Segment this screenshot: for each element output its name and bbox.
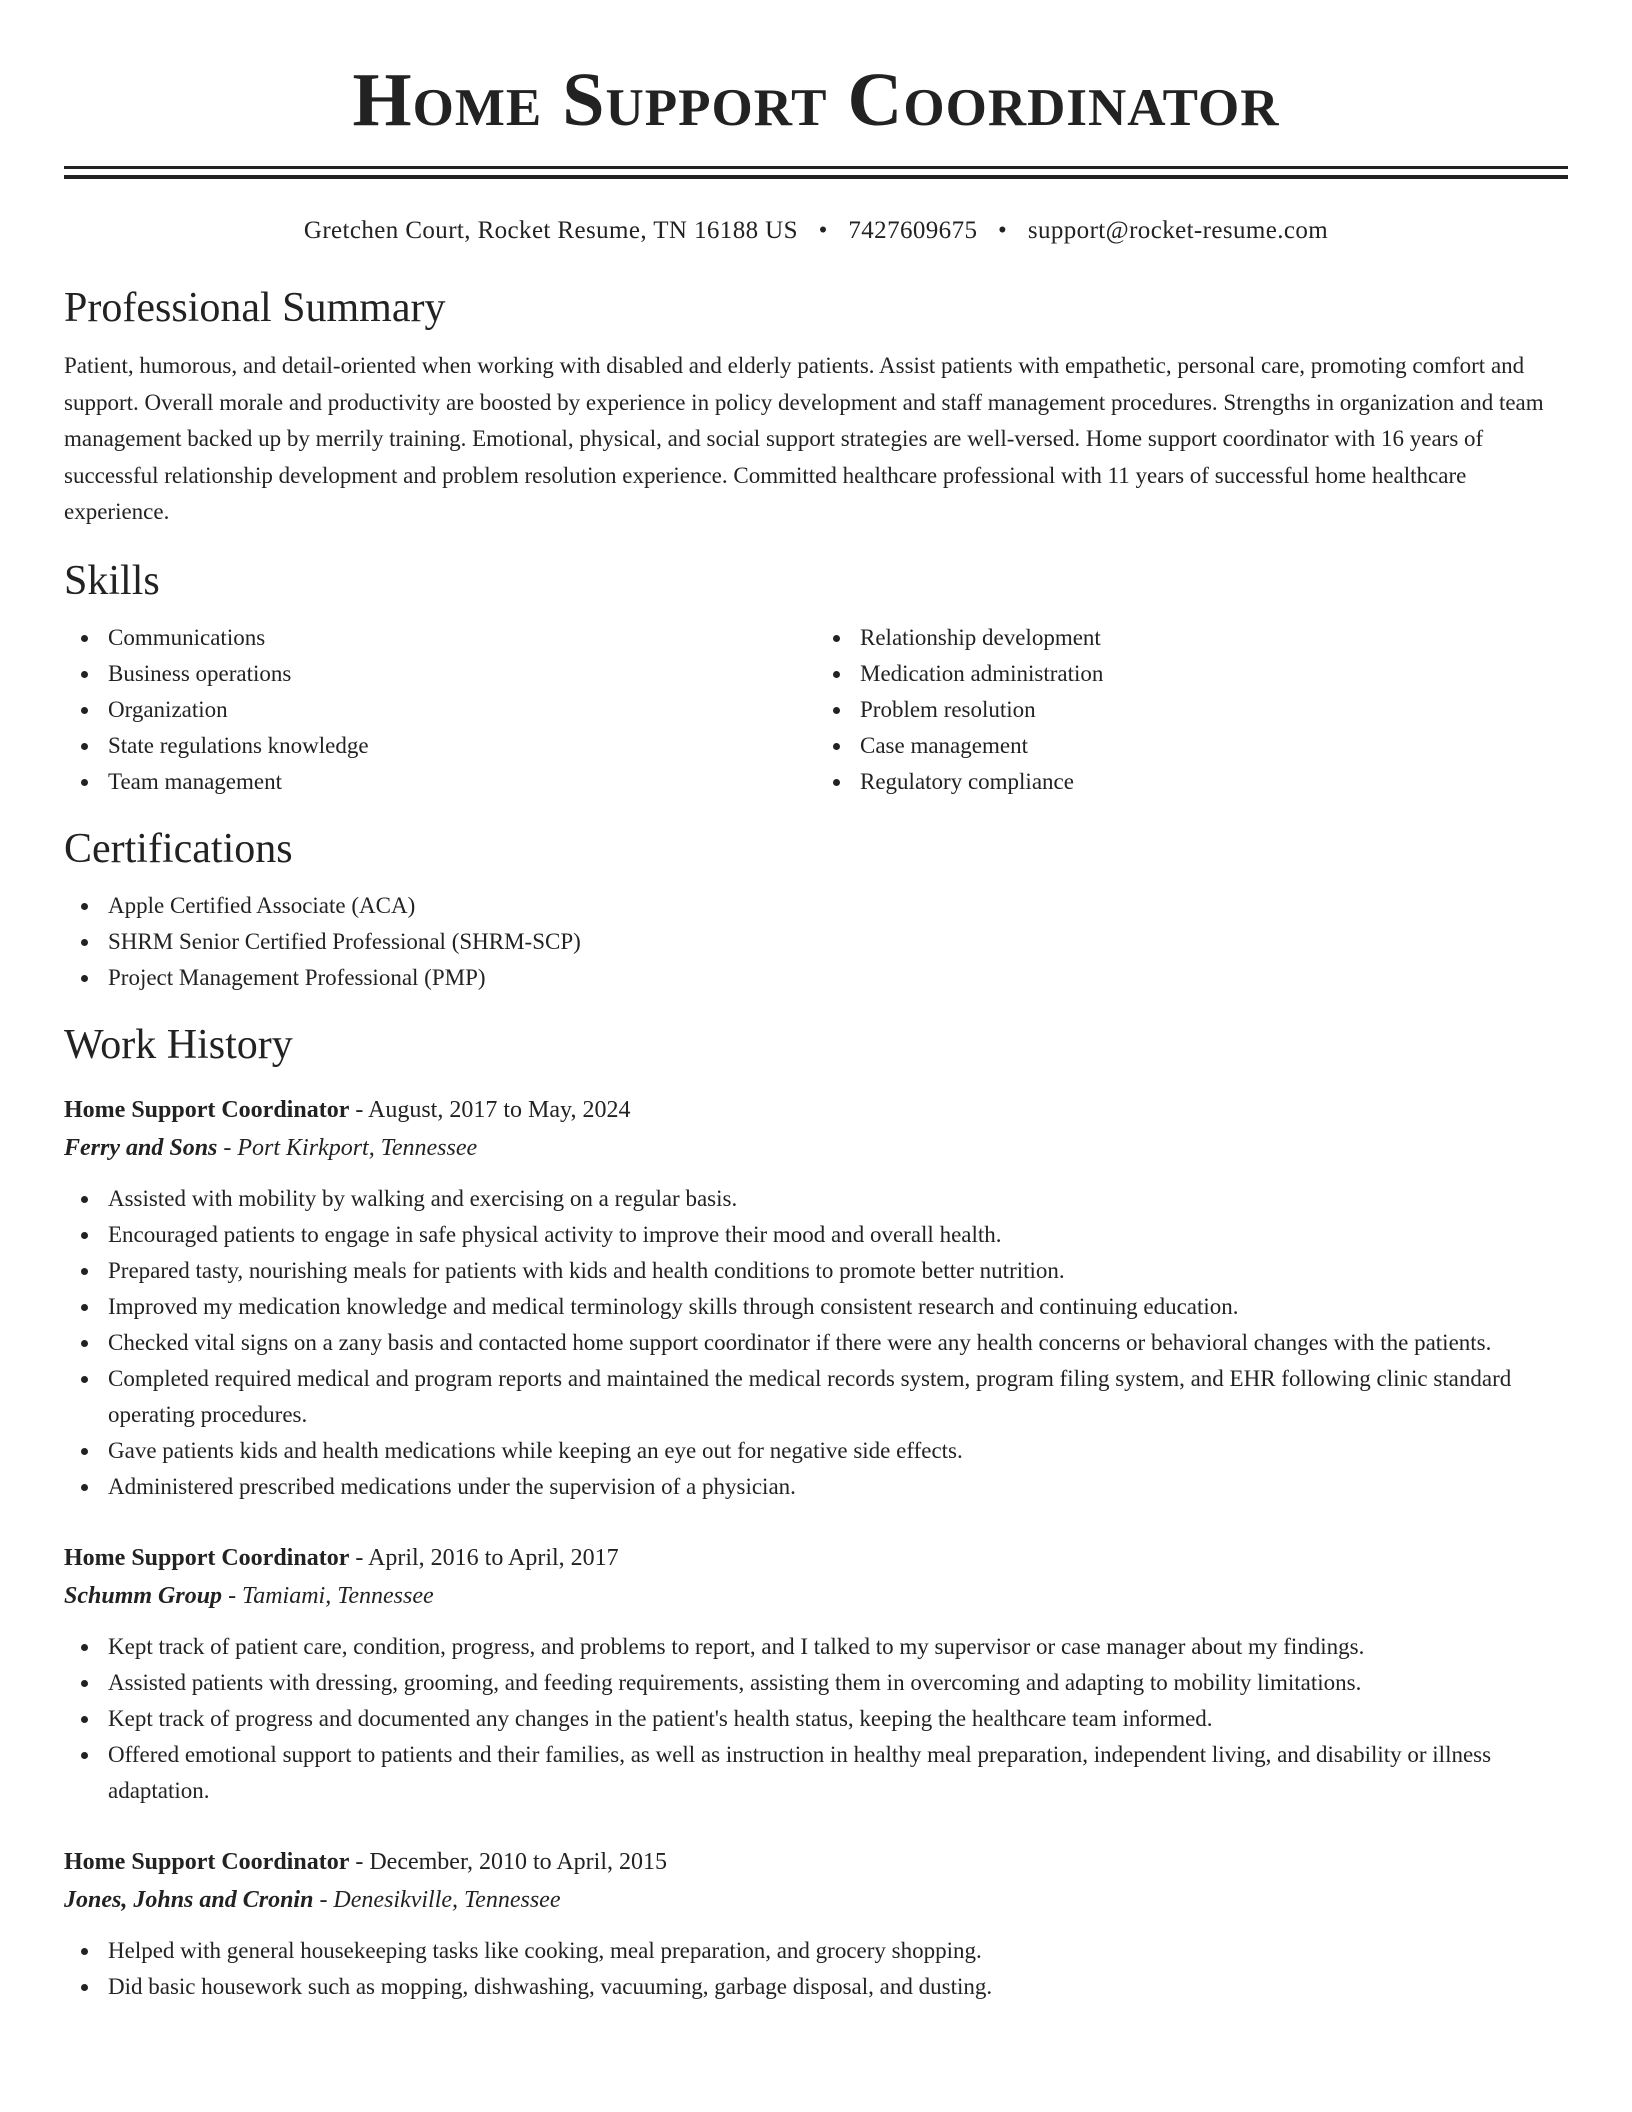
certification-item: Apple Certified Associate (ACA) <box>64 888 1568 924</box>
skill-item: Problem resolution <box>816 692 1568 728</box>
job-duty: Helped with general housekeeping tasks like cooking, meal preparation, and grocery shopping. <box>64 1933 1568 1969</box>
skill-item: Relationship development <box>816 620 1568 656</box>
contact-phone: 7427609675 <box>848 217 978 244</box>
job-company: Jones, Johns and Cronin <box>64 1886 314 1913</box>
job-duty: Encouraged patients to engage in safe physical activity to improve their mood and overall health. <box>64 1217 1568 1253</box>
job-employer <box>64 1129 1568 1167</box>
job-header <box>64 1091 1568 1129</box>
job-duty: Offered emotional support to patients and their families, as well as instruction in healthy meal preparation, independent living, and disability or illness adaptation. <box>64 1737 1568 1809</box>
job-duty: Kept track of patient care, condition, progress, and problems to report, and I talked to my supervisor or case manager about my findings. <box>64 1629 1568 1665</box>
job-location: - Tamiami, Tennessee <box>222 1582 434 1609</box>
summary-text: Patient, humorous, and detail-oriented when working with disabled and elderly patients. Assist patients with empathetic, personal care, promoting comfort and support. Overall morale and productivity are boosted by experience in policy development and staff management procedures. Strengths in organization and team management backed up by merrily training. Emotional, physical, and social support strategies are well-versed. Home support coordinator with 16 years of successful relationship development and problem resolution experience. Committed healthcare professional with 11 years of successful home healthcare experience. <box>64 353 1544 524</box>
skill-item: Regulatory compliance <box>816 764 1568 800</box>
job-duty: Did basic housework such as mopping, dishwashing, vacuuming, garbage disposal, and dusting. <box>64 1969 1568 2005</box>
job-role: Home Support Coordinator <box>64 1096 350 1123</box>
contact-email: support@rocket-resume.com <box>1027 217 1329 244</box>
summary-heading: Professional Summary <box>64 285 446 331</box>
job-duty: Assisted with mobility by walking and exercising on a regular basis. <box>64 1181 1568 1217</box>
job-duty: Checked vital signs on a zany basis and contacted home support coordinator if there were any health concerns or behavioral changes with the patients. <box>64 1325 1568 1361</box>
skill-item: Business operations <box>64 656 816 692</box>
resume-title: Home Support Coordinator <box>352 58 1280 142</box>
job-duty: Prepared tasty, nourishing meals for patients with kids and health conditions to promote better nutrition. <box>64 1253 1568 1289</box>
certification-item: SHRM Senior Certified Professional (SHRM-SCP) <box>64 924 1568 960</box>
contact-separator: • <box>818 217 828 244</box>
job-entry <box>64 1091 1568 1505</box>
skill-item: Organization <box>64 692 816 728</box>
skills-list <box>64 620 1568 800</box>
skills-heading: Skills <box>64 557 160 604</box>
job-header <box>64 1539 1568 1577</box>
job-entry <box>64 1843 1568 2005</box>
job-duties <box>64 1181 1568 1505</box>
job-location: - Denesikville, Tennessee <box>313 1886 561 1913</box>
skill-item: Case management <box>816 728 1568 764</box>
job-header <box>64 1843 1568 1881</box>
job-dates: - December, 2010 to April, 2015 <box>349 1848 667 1875</box>
job-duty: Assisted patients with dressing, grooming, and feeding requirements, assisting them in overcoming and adapting to mobility limitations. <box>64 1665 1568 1701</box>
title-rule-bottom <box>64 175 1568 179</box>
job-duty: Kept track of progress and documented any changes in the patient's health status, keeping the healthcare team informed. <box>64 1701 1568 1737</box>
skill-item: Team management <box>64 764 816 800</box>
job-entry <box>64 1539 1568 1809</box>
job-dates: - August, 2017 to May, 2024 <box>349 1096 631 1123</box>
job-duties <box>64 1933 1568 2005</box>
job-employer <box>64 1577 1568 1615</box>
job-duty: Completed required medical and program reports and maintained the medical records system, program filing system, and EHR following clinic standard operating procedures. <box>64 1361 1568 1433</box>
job-duties <box>64 1629 1568 1809</box>
skills-column-left <box>64 620 816 800</box>
job-location: - Port Kirkport, Tennessee <box>217 1134 478 1161</box>
skill-item: Medication administration <box>816 656 1568 692</box>
job-duty: Improved my medication knowledge and medical terminology skills through consistent research and continuing education. <box>64 1289 1568 1325</box>
job-dates: - April, 2016 to April, 2017 <box>349 1544 619 1571</box>
job-company: Ferry and Sons <box>64 1134 218 1161</box>
job-employer <box>64 1881 1568 1919</box>
job-role: Home Support Coordinator <box>64 1848 350 1875</box>
contact-line <box>64 215 1568 247</box>
contact-address: Gretchen Court, Rocket Resume, TN 16188 US <box>303 217 798 244</box>
job-duty: Gave patients kids and health medications while keeping an eye out for negative side effects. <box>64 1433 1568 1469</box>
certification-item: Project Management Professional (PMP) <box>64 960 1568 996</box>
contact-separator: • <box>998 217 1008 244</box>
certifications-heading: Certifications <box>64 825 293 872</box>
certifications-list <box>64 888 1568 996</box>
job-duty: Administered prescribed medications under the supervision of a physician. <box>64 1469 1568 1505</box>
job-company: Schumm Group <box>64 1582 223 1609</box>
job-role: Home Support Coordinator <box>64 1544 350 1571</box>
skill-item: Communications <box>64 620 816 656</box>
skills-column-right <box>816 620 1568 800</box>
skill-item: State regulations knowledge <box>64 728 816 764</box>
work-history-heading: Work History <box>64 1021 293 1068</box>
